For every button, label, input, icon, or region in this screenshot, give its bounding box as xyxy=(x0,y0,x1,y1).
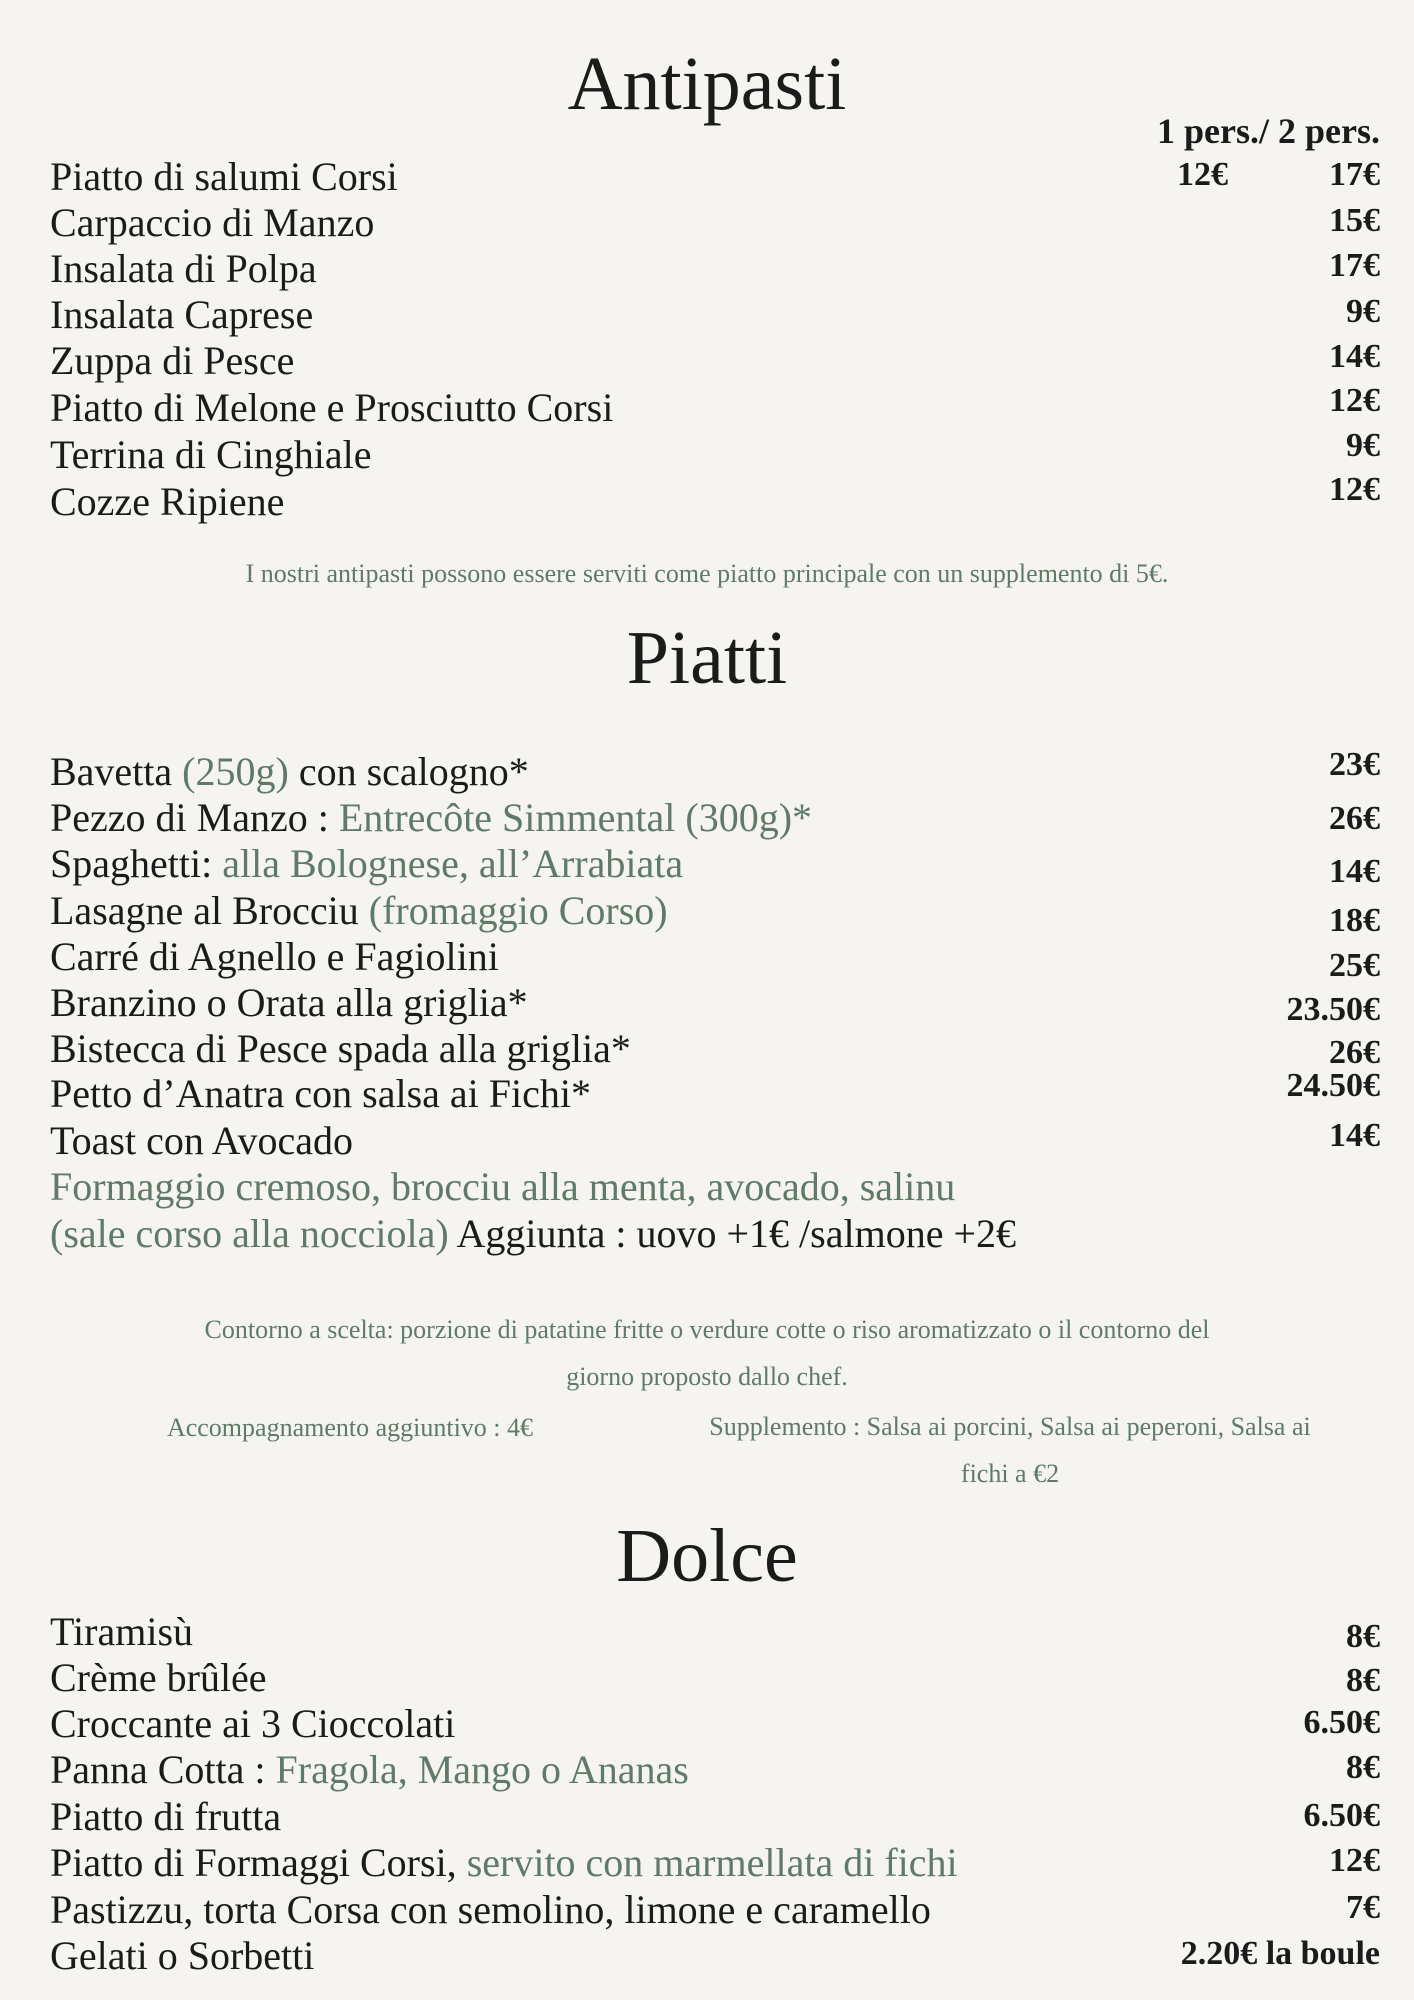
item-detail: servito con marmellata di fichi xyxy=(466,1840,958,1885)
menu-item-price: 2.20€ la boule xyxy=(1180,1935,1380,1972)
toast-addition: Aggiunta : uovo +1€ /salmone +2€ xyxy=(448,1211,1017,1256)
item-detail: (250g) xyxy=(182,749,289,794)
menu-item: Branzino o Orata alla griglia* xyxy=(50,980,528,1025)
menu-item: Crème brûlée xyxy=(50,1655,267,1700)
menu-item-price: 14€ xyxy=(1329,338,1380,375)
item-name: Spaghetti: xyxy=(50,841,223,886)
menu-item: Piatto di salumi Corsi xyxy=(50,154,398,199)
price-1-pers: 12€ xyxy=(1177,156,1228,193)
menu-item: Piatto di Melone e Prosciutto Corsi xyxy=(50,385,614,430)
item-detail: Fragola, Mango o Ananas xyxy=(275,1747,689,1792)
menu-item xyxy=(50,1747,689,1793)
menu-item xyxy=(50,888,668,934)
menu-item: Terrina di Cinghiale xyxy=(50,432,372,477)
menu-item: Petto d’Anatra con salsa ai Fichi* xyxy=(50,1071,591,1116)
menu-item-price: 18€ xyxy=(1329,902,1380,939)
menu-item-price: 14€ xyxy=(1329,1117,1380,1154)
menu-item: Insalata di Polpa xyxy=(50,246,317,291)
contorno-note-cont: giorno proposto dallo chef. xyxy=(566,1362,848,1391)
menu-item-price: 6.50€ xyxy=(1303,1704,1380,1741)
menu-item: Gelati o Sorbetti xyxy=(50,1933,315,1978)
menu-item: Pastizzu, torta Corsa con semolino, limone e caramello xyxy=(50,1887,931,1932)
item-name-suffix: con scalogno* xyxy=(288,749,529,794)
section-title-antipasti: Antipasti xyxy=(567,42,847,126)
menu-item-price: 9€ xyxy=(1346,427,1380,464)
menu-item-price: 6.50€ xyxy=(1303,1797,1380,1834)
menu-item: Tiramisù xyxy=(50,1609,194,1654)
item-detail: alla Bolognese, all’Arrabiata xyxy=(222,841,684,886)
menu-item xyxy=(50,795,812,841)
supplemento-note-cont: fichi a €2 xyxy=(960,1459,1060,1488)
menu-item: Toast con Avocado xyxy=(50,1118,354,1163)
item-name: Pezzo di Manzo : xyxy=(50,795,339,840)
menu-item-price: 23.50€ xyxy=(1286,991,1380,1028)
menu-item-price: 7€ xyxy=(1346,1889,1380,1926)
menu-item-price: 17€ xyxy=(1329,247,1380,284)
menu-item xyxy=(50,1840,958,1886)
menu-item-price: 14€ xyxy=(1329,853,1380,890)
menu-item: Cozze Ripiene xyxy=(50,479,285,524)
supplemento-note: Supplemento : Salsa ai porcini, Salsa ai peperoni, Salsa ai xyxy=(709,1412,1311,1441)
item-name: Bavetta xyxy=(50,749,183,794)
section-title-dolce: Dolce xyxy=(616,1514,798,1598)
menu-item xyxy=(50,841,683,887)
menu-item xyxy=(50,749,529,795)
menu-item-price: 26€ xyxy=(1329,1034,1380,1071)
menu-item-price: 12€ xyxy=(1329,471,1380,508)
menu-item-price: 15€ xyxy=(1329,202,1380,239)
accompagnamento-note: Accompagnamento aggiuntivo : 4€ xyxy=(166,1413,534,1442)
toast-detail: Formaggio cremoso, brocciu alla menta, avocado, salinu xyxy=(50,1164,956,1209)
item-name: Lasagne al Brocciu xyxy=(50,888,369,933)
menu-item-price: 23€ xyxy=(1329,746,1380,783)
item-detail: Entrecôte Simmental (300g)* xyxy=(338,795,813,840)
price-2-pers: 17€ xyxy=(1329,156,1380,193)
toast-detail-paren: (sale corso alla nocciola) xyxy=(50,1211,449,1256)
menu-item-price: 8€ xyxy=(1346,1618,1380,1655)
antipasti-note: I nostri antipasti possono essere serviti come piatto principale con un supplemento di 5€. xyxy=(245,559,1169,588)
item-detail: (fromaggio Corso) xyxy=(368,888,668,933)
menu-item-price: 24.50€ xyxy=(1286,1067,1380,1104)
menu-item: Piatto di frutta xyxy=(50,1794,282,1839)
menu-item: Insalata Caprese xyxy=(50,292,314,337)
menu-item: Carpaccio di Manzo xyxy=(50,200,375,245)
menu-item: Zuppa di Pesce xyxy=(50,338,295,383)
menu-item-price: 12€ xyxy=(1329,1842,1380,1879)
contorno-note: Contorno a scelta: porzione di patatine fritte o verdure cotte o riso aromatizzato o il contorno del xyxy=(204,1315,1210,1344)
menu-item-price: 9€ xyxy=(1346,293,1380,330)
menu-item-price: 8€ xyxy=(1346,1662,1380,1699)
section-title-piatti: Piatti xyxy=(626,616,788,700)
menu-item: Bistecca di Pesce spada alla griglia* xyxy=(50,1026,631,1071)
menu-item-price: 12€ xyxy=(1329,382,1380,419)
item-name: Piatto di Formaggi Corsi, xyxy=(50,1840,467,1885)
menu-item-price: 26€ xyxy=(1329,800,1380,837)
item-name: Panna Cotta : xyxy=(50,1747,276,1792)
toast-detail-line xyxy=(50,1211,1016,1257)
menu-item-price: 8€ xyxy=(1346,1749,1380,1786)
menu-item: Croccante ai 3 Cioccolati xyxy=(50,1701,456,1746)
menu-item-price: 25€ xyxy=(1329,947,1380,984)
menu-item: Carré di Agnello e Fagiolini xyxy=(50,934,499,979)
price-header: 1 pers./ 2 pers. xyxy=(1157,111,1380,151)
